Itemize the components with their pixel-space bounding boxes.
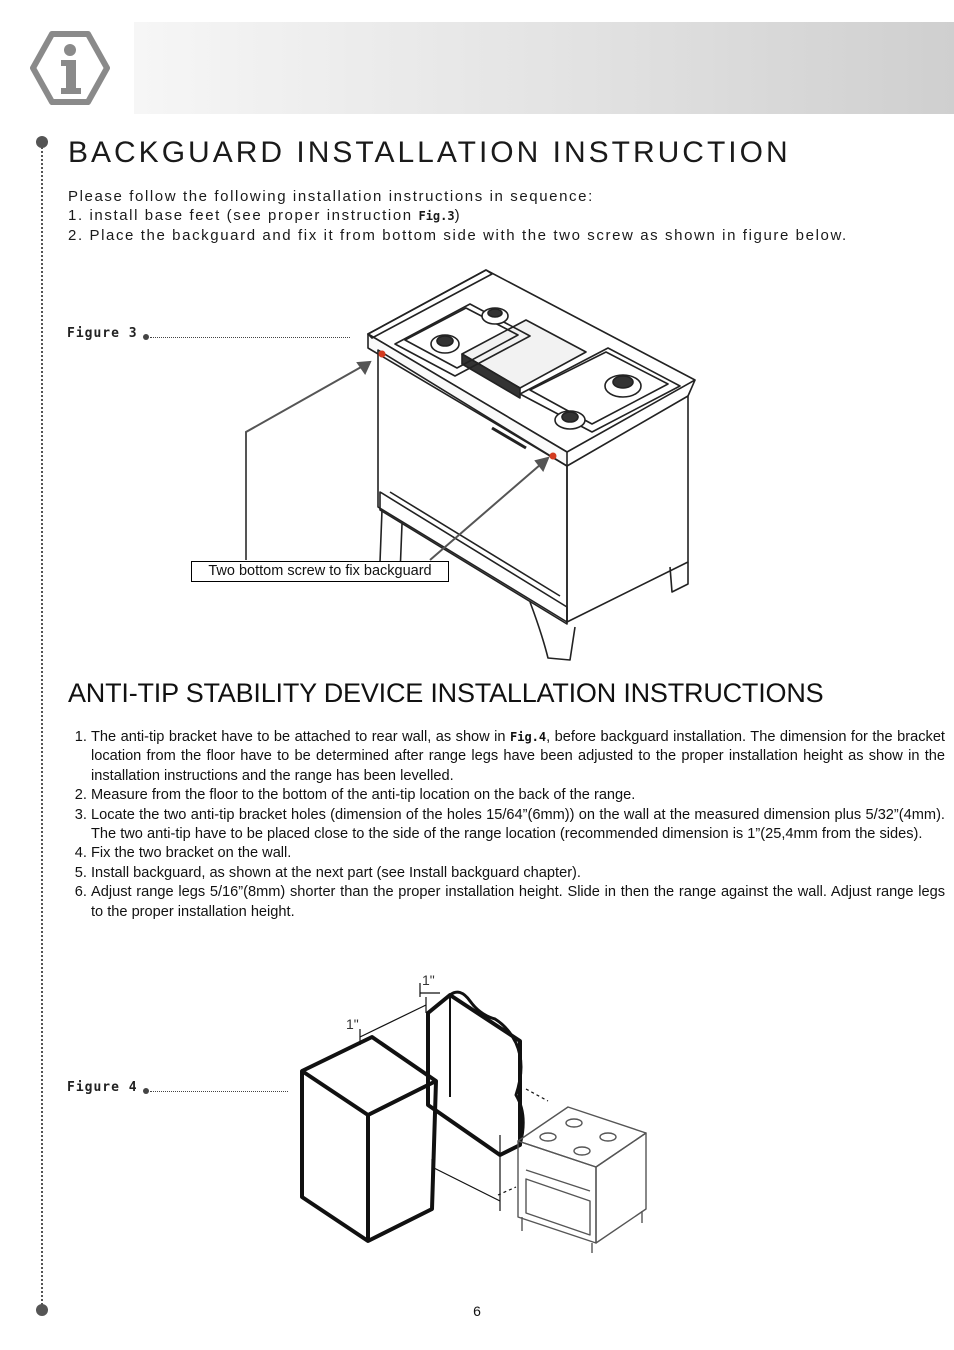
anti-tip-step: 6. Adjust range legs 5/16”(8mm) shorter than the proper installation height. Slide in then the range against the wall. Adjust range legs to the proper installation height. bbox=[91, 883, 945, 922]
anti-tip-section-title: ANTI-TIP STABILITY DEVICE INSTALLATION INSTRUCTIONS bbox=[68, 678, 824, 708]
anti-tip-step: 1. The anti-tip bracket have to be attached to rear wall, as show in Fig.4, before backguard installation. The dimension for the bracket location from the floor have to be determined after range legs have been adjusted to the proper installation height as show in the installation instructions and the range has been levelled. bbox=[91, 728, 945, 786]
backguard-instructions bbox=[68, 187, 848, 245]
dimension-label-top: 1" bbox=[422, 972, 435, 988]
figure-4-leader bbox=[150, 1091, 288, 1092]
screw-callout: Two bottom screw to fix backguard bbox=[191, 561, 449, 582]
anti-tip-bracket-illustration bbox=[290, 965, 670, 1255]
backguard-section-title: BACKGUARD INSTALLATION INSTRUCTION bbox=[68, 136, 791, 169]
header-band bbox=[134, 22, 954, 114]
figure-reference: Fig.4 bbox=[510, 730, 547, 744]
figure-4-label: Figure 4 bbox=[67, 1080, 138, 1095]
anti-tip-steps bbox=[68, 728, 945, 922]
info-icon bbox=[30, 30, 110, 106]
figure-3-leader-dot bbox=[143, 334, 149, 340]
range-backguard-illustration bbox=[230, 262, 700, 662]
figure-reference: Fig.3 bbox=[418, 209, 455, 223]
figure-4-leader-dot bbox=[143, 1088, 149, 1094]
dimension-label-side: 1" bbox=[346, 1016, 359, 1032]
anti-tip-step: 4. Fix the two bracket on the wall. bbox=[91, 844, 945, 863]
anti-tip-step: 2. Measure from the floor to the bottom of the anti-tip location on the back of the range. bbox=[91, 786, 945, 805]
instruction-step-1: 1. install base feet (see proper instruction Fig.3) bbox=[68, 207, 462, 224]
page-number: 6 bbox=[473, 1303, 481, 1319]
rail-bottom-dot bbox=[36, 1304, 48, 1316]
left-margin-rail bbox=[41, 144, 43, 1309]
rail-top-dot bbox=[36, 136, 48, 148]
anti-tip-step: 5. Install backguard, as shown at the next part (see Install backguard chapter). bbox=[91, 864, 945, 883]
intro-line: Please follow the following installation instructions in sequence: bbox=[68, 188, 594, 205]
figure-3-label: Figure 3 bbox=[67, 326, 138, 341]
instruction-step-2: 2. Place the backguard and fix it from bottom side with the two screw as shown in figure below. bbox=[68, 227, 848, 244]
anti-tip-step: 3. Locate the two anti-tip bracket holes (dimension of the holes 15/64”(6mm)) on the wall at the measured dimension plus 5/32”(4mm). The two anti-tip have to be placed close to the side of the range location (recommended dimension is 1”(25,4mm from the sides). bbox=[91, 806, 945, 845]
